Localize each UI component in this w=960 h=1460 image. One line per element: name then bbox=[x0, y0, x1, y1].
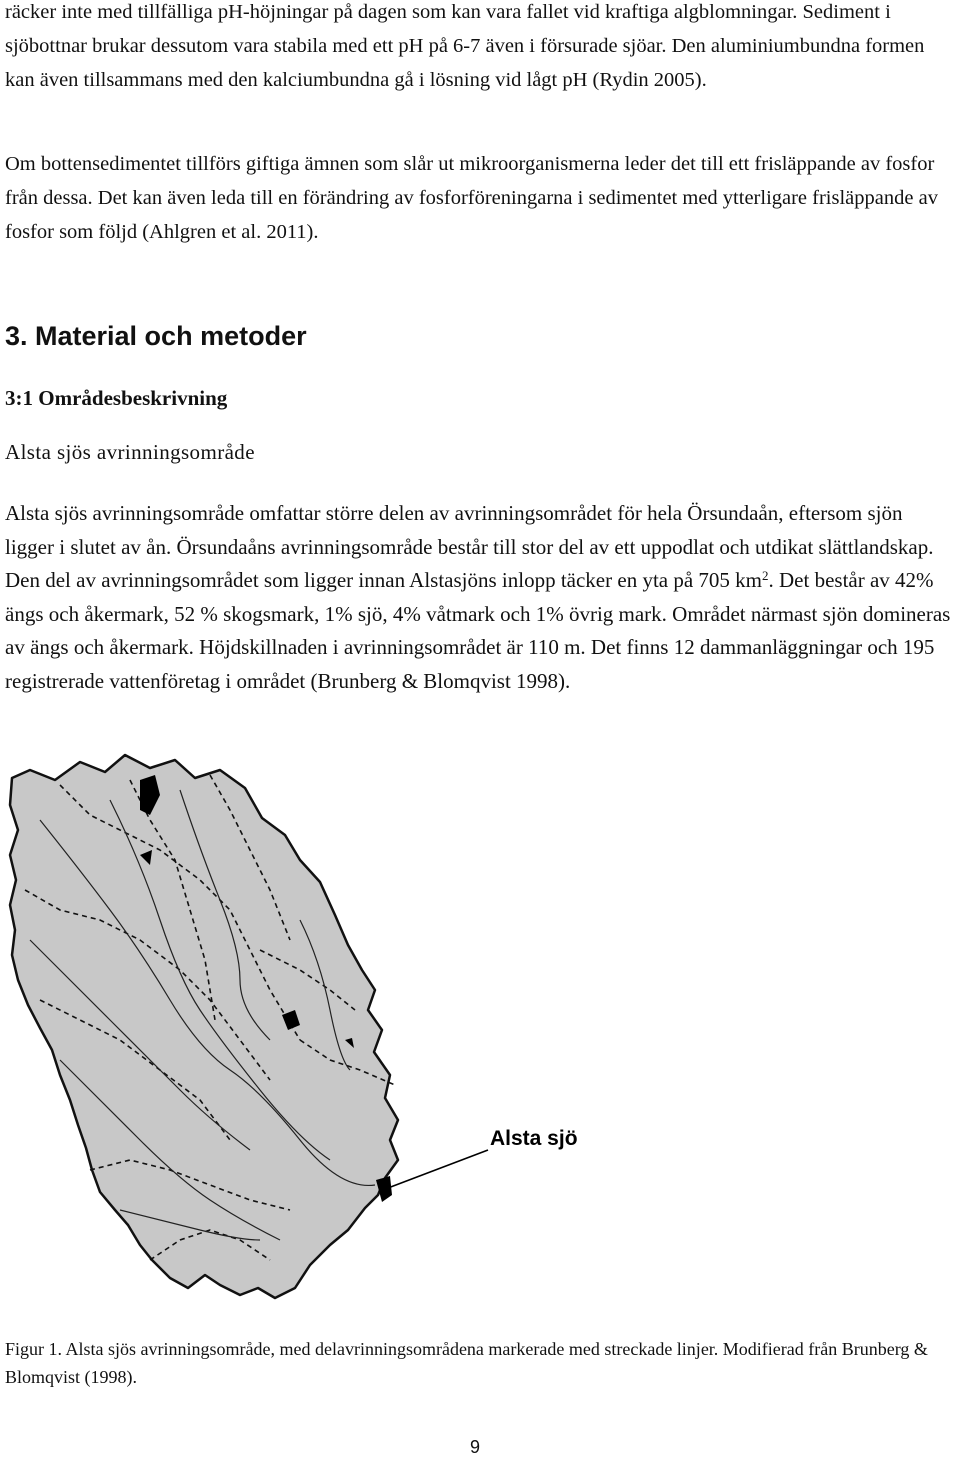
catchment-text-part2: . Det består av 42% ängs och åkermark, 52 % skogsmark, 1% sjö, 4% våtmark och 1% övrig mark. Området närmast sjön domineras av ängs och åkermark. Höjdskillnaden i avrinningsområdet är 110 m. Det finns 12 dammanläggningar och 195 registrerade vattenföretag i området (Brunberg & Blomqvist 1998). bbox=[5, 568, 951, 693]
body-paragraph-ph: räcker inte med tillfälliga pH-höjningar på dagen som kan vara fallet vid kraftiga algblomningar. Sediment i sjöbottnar brukar dessutom vara stabila med ett pH på 6-7 även i försurade sjöar. Den aluminiumbundna formen kan även tillsammans med den kalciumbundna gå i lösning vid lågt pH (Rydin 2005). bbox=[5, 1, 925, 91]
subsection-heading: 3:1 Områdesbeskrivning bbox=[5, 386, 228, 410]
body-paragraph-sediment: Om bottensedimentet tillförs giftiga ämnen som slår ut mikroorganismerna leder det till ett frisläppande av fosfor från dessa. Det kan även leda till en förändring av fosforföreningarna i sedimentet med ytterligare frisläppande av fosfor som följd (Ahlgren et al. 2011). bbox=[5, 153, 938, 243]
alsta-sjo-label: Alsta sjö bbox=[490, 1127, 578, 1150]
area-heading: Alsta sjös avrinningsområde bbox=[5, 440, 255, 464]
catchment-text-part1: Alsta sjös avrinningsområde omfattar större delen av avrinningsområdet för hela Örsundaån, eftersom sjön ligger i slutet av ån. Örsundaåns avrinningsområde består till stor del av ett uppodlat och utdikat slättlandskap. Den del av avrinningsområdet som ligger innan Alstasjöns inlopp täcker en yta på 705 km bbox=[5, 501, 934, 593]
page-number: 9 bbox=[470, 1437, 481, 1457]
alsta-sjo-pointer bbox=[388, 1150, 488, 1188]
figure-caption: Figur 1. Alsta sjös avrinningsområde, med delavrinningsområdena markerade med streckade linjer. Modifierad från Brunberg & Blomqvist (1998). bbox=[5, 1339, 928, 1387]
superscript-2: 2 bbox=[762, 568, 769, 584]
catchment-map-figure bbox=[0, 740, 620, 1300]
body-paragraph-catchment bbox=[5, 497, 955, 699]
section-heading: 3. Material och metoder bbox=[5, 321, 307, 351]
catchment-area-shape bbox=[10, 755, 398, 1298]
